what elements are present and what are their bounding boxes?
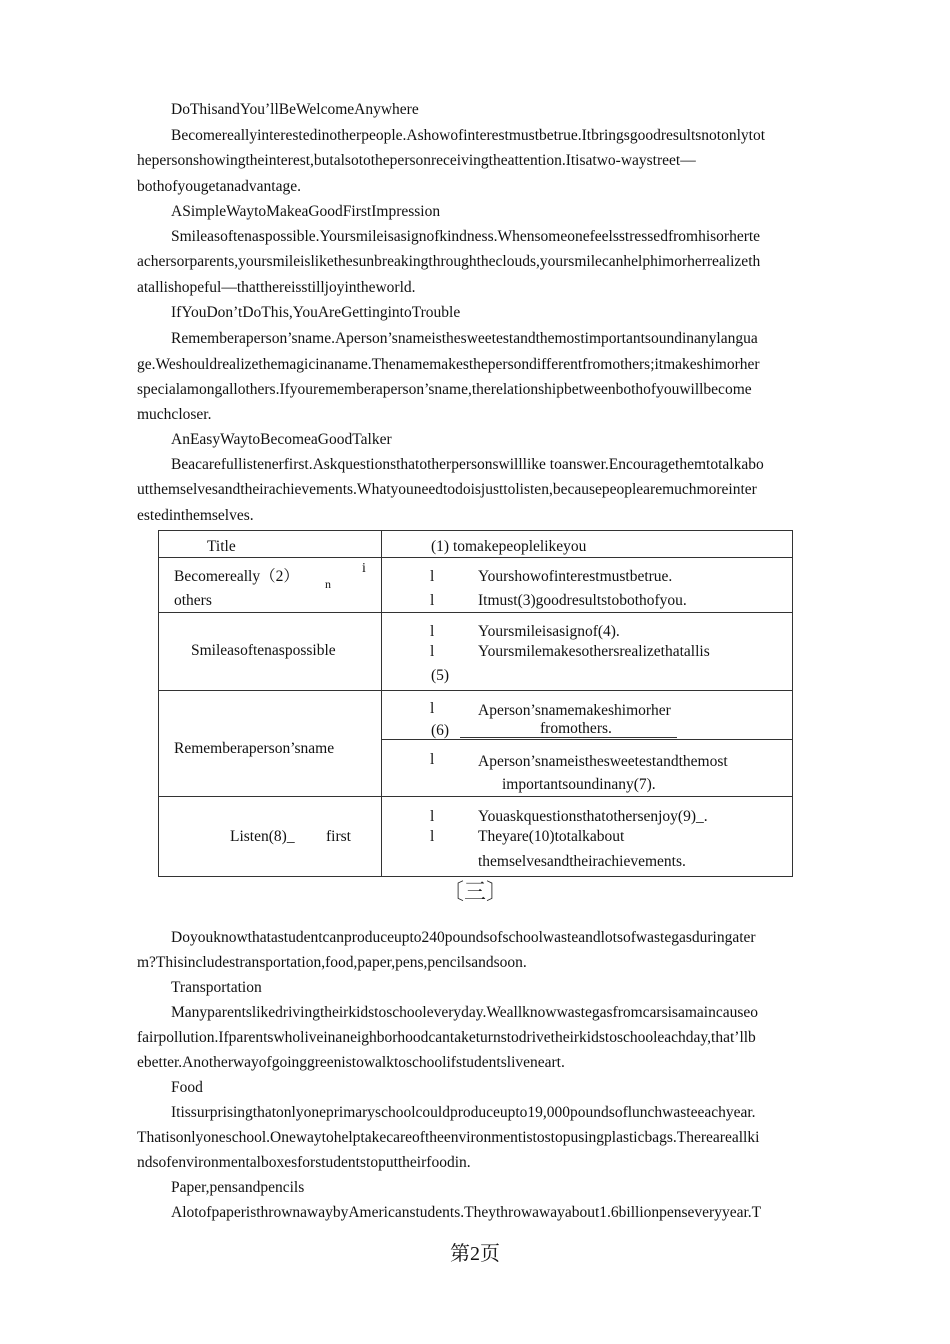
bullet: l — [430, 568, 435, 585]
header-left-cell — [159, 531, 382, 558]
row4-point-1: Youaskquestionsthatothersenjoy(9)_. — [478, 808, 708, 825]
paragraph-line: ebetter.Anotherwayofgoinggreenistowalktoschoolifstudentsliveneart. — [137, 1054, 565, 1071]
header-right-cell — [382, 531, 793, 558]
section-heading: 〔三〕 — [441, 879, 508, 904]
paragraph-line: utthemselvesandtheirachievements.Whatyouneedtodoisjusttolisten,becausepeoplearemuchmoreinter — [137, 481, 757, 498]
bullet: l — [430, 592, 435, 609]
bullet: l — [430, 700, 435, 717]
row3-right-cell — [382, 691, 793, 797]
paragraph-line: specialamongallothers.Ifyourememberaperson’sname,therelationshipbetweenbothofyouwillbecome — [137, 381, 752, 398]
bullet: l — [430, 808, 435, 825]
bullet: l — [430, 828, 435, 845]
blank-5: (5) — [431, 667, 450, 684]
heading-good-talker: AnEasyWaytoBecomeaGoodTalker — [171, 431, 392, 448]
paragraph-line: hepersonshowingtheinterest,butalsotothepersonreceivingtheattention.Itisatwo-waystreet— — [137, 152, 696, 169]
page-number: 第2页 — [450, 1243, 500, 1265]
row2-title: Smileasoftenaspossible — [191, 642, 336, 659]
row3-left-cell — [159, 691, 382, 797]
heading-trouble: IfYouDon’tDoThis,YouAreGettingintoTrouble — [171, 304, 461, 321]
heading-first-impression: ASimpleWaytoMakeaGoodFirstImpression — [171, 203, 441, 220]
paragraph-line: Doyouknowthatastudentcanproduceupto240poundsofschoolwasteandlotsofwastegasduringater — [171, 929, 756, 946]
heading-transportation: Transportation — [171, 979, 262, 996]
paragraph-line: fairpollution.Ifparentswholiveinaneighborhoodcantaketurnstodrivetheirkidstoschooleachday,that’llb — [137, 1029, 756, 1046]
paragraph-line: Smileasoftenaspossible.Yoursmileisasignofkindness.Whensomeonefeelsstressedfromhisorherte — [171, 228, 761, 245]
row1-title-n: n — [325, 577, 331, 591]
paragraph-line: Itissurprisingthatonlyoneprimaryschoolcouldproduceupto19,000poundsoflunchwasteeachyear. — [171, 1104, 756, 1121]
bullet: l — [430, 643, 435, 660]
row3-point-1b: fromothers. — [540, 720, 612, 737]
row1-right-cell — [382, 558, 793, 613]
row4-title-a: Listen(8)_ — [230, 828, 295, 845]
row2-point-2: Yoursmilemakesothersrealizethatallis — [478, 643, 710, 660]
row2-point-1: Yoursmileisasignof(4). — [478, 623, 620, 640]
bullet: l — [430, 623, 435, 640]
row4-point-2b: themselvesandtheirachievements. — [478, 853, 686, 870]
heading-food: Food — [171, 1079, 203, 1096]
paragraph-line: achersorparents,yoursmileislikethesunbreakingthroughtheclouds,yoursmilecanhelphimorherrealizeth — [137, 253, 761, 270]
table-row — [159, 797, 793, 877]
row4-left-cell — [159, 797, 382, 877]
row1-title-a: Becomereally（2） — [174, 568, 299, 585]
paragraph-line: bothofyougetanadvantage. — [137, 178, 301, 195]
heading-paper: Paper,pensandpencils — [171, 1179, 305, 1196]
bullet: l — [430, 751, 435, 768]
row3-title: Rememberaperson’sname — [174, 740, 335, 757]
blank-1: (1) tomakepeoplelikeyou — [431, 538, 587, 555]
paragraph-line: Beacarefullistenerfirst.Askquestionsthatotherpersonswilllike toanswer.Encouragethemtotalkabo — [171, 456, 764, 473]
paragraph-line: m?Thisincludestransportation,food,paper,pens,pencilsandsoon. — [137, 954, 527, 971]
paragraph-line: ge.Weshouldrealizethemagicinaname.Thenamemakesthepersondifferentfromothers;itmakeshimorher — [137, 356, 760, 373]
row4-right-cell — [382, 797, 793, 877]
paragraph-line: Manyparentslikedrivingtheirkidstoschooleveryday.Weallknowwastegasfromcarsisamaincauseo — [171, 1004, 758, 1021]
heading-welcome: DoThisandYou’llBeWelcomeAnywhere — [171, 101, 419, 118]
row3-point-2b: importantsoundinany(7). — [502, 776, 656, 793]
row2-left-cell — [159, 613, 382, 691]
row3-point-1: Aperson’snamemakeshimorher — [478, 702, 671, 719]
paragraph-line: Rememberaperson’sname.Aperson’snameisthesweetestandthemostimportantsoundinanylangua — [171, 330, 758, 347]
table-row — [159, 558, 793, 613]
table-row — [159, 613, 793, 691]
row4-title-b: first — [326, 828, 351, 845]
row3-point-2: Aperson’snameisthesweetestandthemost — [478, 753, 728, 770]
paragraph-line: AlotofpaperisthrownawaybyAmericanstudents.Theythrowawayabout1.6billionpenseveryyear.T — [171, 1204, 762, 1221]
paragraph-line: atallishopeful—thatthereisstilljoyintheworld. — [137, 279, 416, 296]
paragraph-line: Becomereallyinterestedinotherpeople.Ashowofinterestmustbetrue.Itbringsgoodresultsnotonlytot — [171, 127, 766, 144]
row1-left-cell — [159, 558, 382, 613]
table-header-row — [159, 531, 793, 558]
blank-6: (6) — [431, 722, 450, 739]
header-title: Title — [207, 538, 236, 555]
summary-table — [158, 530, 793, 877]
table-row — [159, 691, 793, 797]
paragraph-line: muchcloser. — [137, 406, 212, 423]
row4-point-2: Theyare(10)totalkabout — [478, 828, 625, 845]
row1-title-i: i — [362, 561, 366, 576]
paragraph-line: Thatisonlyoneschool.Onewaytohelptakecareoftheenvironmentistostopusingplasticbags.Thereareallki — [137, 1129, 760, 1146]
row1-title-b: others — [174, 592, 212, 609]
row1-point-2: Itmust(3)goodresultstobothofyou. — [478, 592, 687, 609]
paragraph-line: estedinthemselves. — [137, 507, 254, 524]
row1-point-1: Yourshowofinterestmustbetrue. — [478, 568, 673, 585]
paragraph-line: ndsofenvironmentalboxesforstudentstoputtheirfoodin. — [137, 1154, 471, 1171]
row2-right-cell — [382, 613, 793, 691]
